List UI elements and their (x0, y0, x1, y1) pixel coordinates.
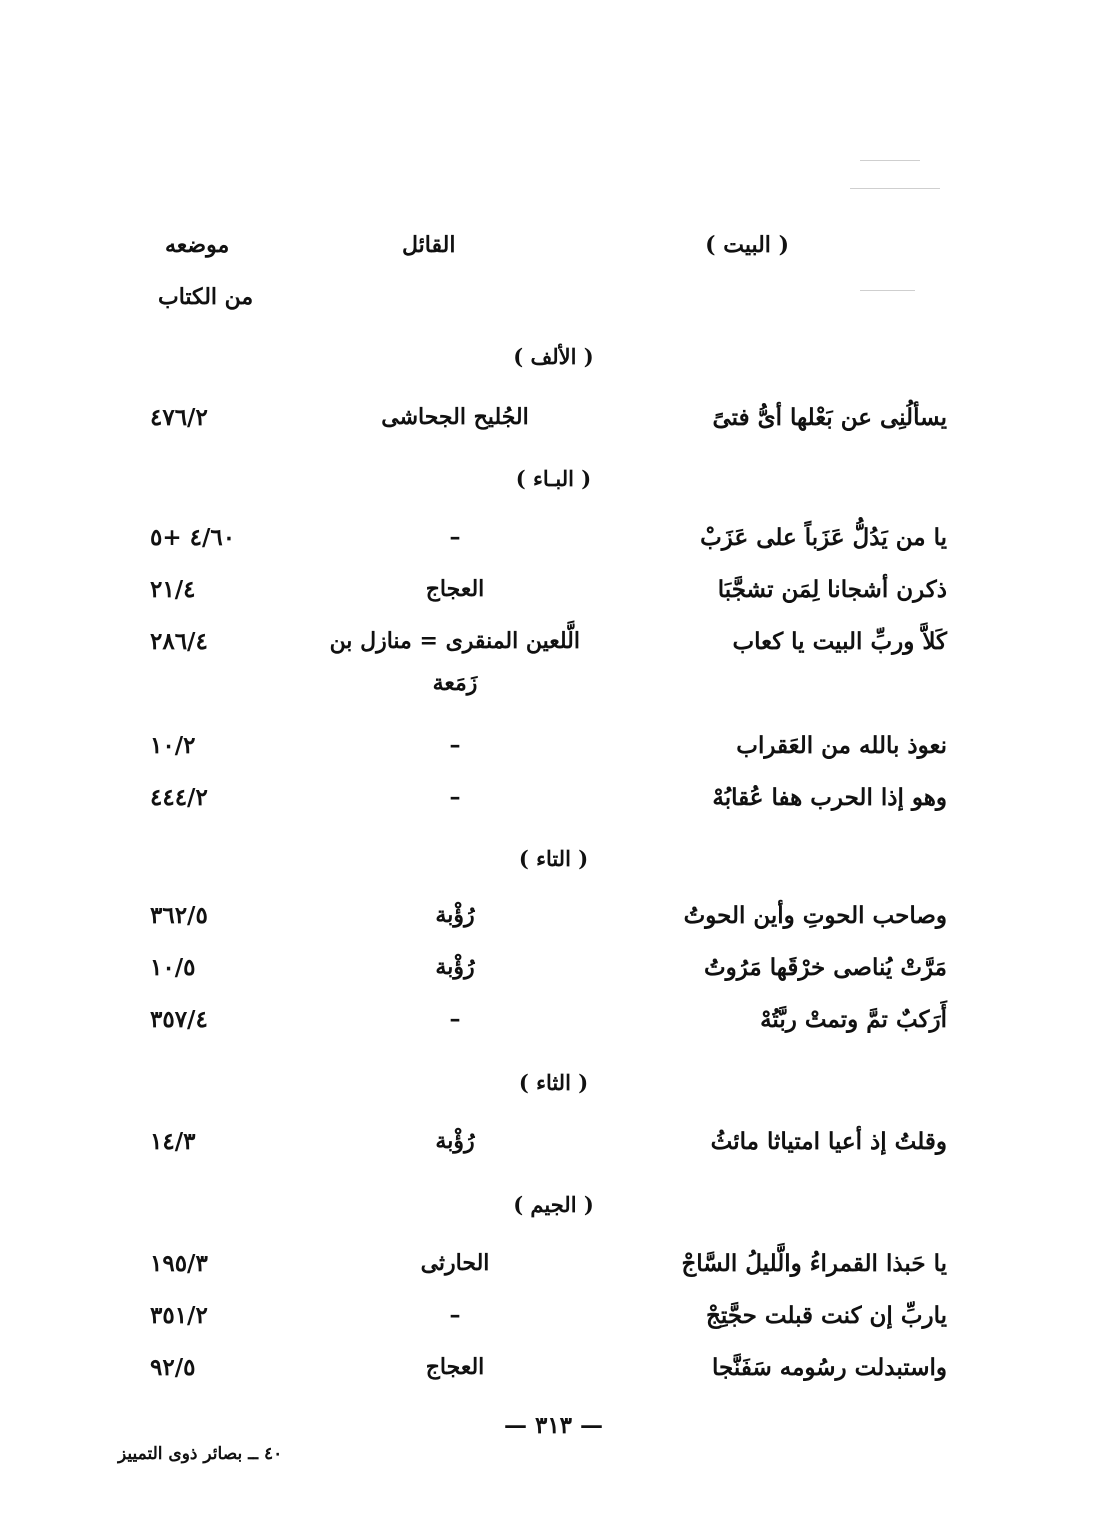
book-reference: ٤٤٤/٢ (150, 784, 208, 811)
verse-text: يسألُنِى عن بَعْلها أىُّ فتىً (712, 404, 947, 431)
table-row (0, 400, 1107, 444)
book-reference: ٣٦٢/٥ (150, 902, 208, 929)
book-reference: ٩٢/٥ (150, 1354, 196, 1381)
table-row (0, 1298, 1107, 1342)
page-number: — ٣١٣ — (503, 1412, 604, 1439)
verse-text: وصاحب الحوتِ وأين الحوتُ (683, 902, 947, 929)
book-reference: ٢٨٦/٤ (150, 628, 208, 655)
book-reference: ٣٥٧/٤ (150, 1006, 208, 1033)
table-row (0, 1124, 1107, 1168)
poet-name: العجاج (425, 1354, 485, 1380)
printer-signature: ٤٠ ــ بصائر ذوى التمييز (118, 1444, 283, 1464)
poet-name: الحارثى (420, 1250, 490, 1276)
poet-name: رُؤْبة (435, 1128, 475, 1154)
poet-name: – (449, 1006, 461, 1032)
poet-name: الَّلعين المنقرى = منازل بن (329, 628, 580, 654)
poet-name-continued: زَمَعة (432, 670, 478, 696)
verse-text: أَرَكبٌ تمَّ وتمتْ ربَّتُهْ (760, 1006, 947, 1033)
header-ref-line2: من الكتاب (158, 284, 254, 310)
poet-name: – (449, 1302, 461, 1328)
verse-text: واستبدلت رسُومه سَفَنَّجا (712, 1354, 947, 1381)
table-row (0, 898, 1107, 942)
verse-text: يا حَبذا القمراءُ والَّليلُ السَّاجْ (681, 1250, 947, 1277)
table-row (0, 1002, 1107, 1046)
table-row (0, 1350, 1107, 1394)
verse-text: ذكرن أشجانا لِمَن تشجَّبَا (717, 576, 947, 603)
book-reference: ١٠/٥ (150, 954, 196, 981)
section-title: ( الألف ) (513, 344, 594, 369)
section-title: ( الثاء ) (518, 1070, 589, 1095)
book-reference: ١٩٥/٣ (150, 1250, 208, 1277)
table-row (0, 520, 1107, 564)
table-row (0, 780, 1107, 824)
header-verse: ( البيت ) (705, 232, 789, 258)
poet-name: الجُليح الجحاشى (381, 404, 529, 430)
table-row (0, 572, 1107, 616)
poet-name: – (449, 732, 461, 758)
table-row (0, 1246, 1107, 1290)
section-title: ( الجيم ) (513, 1192, 594, 1217)
poet-name: رُؤْبة (435, 902, 475, 928)
table-row (0, 728, 1107, 772)
verse-text: وقلتُ إذ أعيا امتياثا مائثُ (710, 1128, 947, 1155)
verse-text: نعوذ بالله من العَقراب (736, 732, 947, 759)
verse-text: ياربِّ إن كنت قبلت حجَّتِجْ (706, 1302, 947, 1329)
table-row (0, 950, 1107, 994)
book-reference: ١٤/٣ (150, 1128, 196, 1155)
book-reference: ٣٥١/٢ (150, 1302, 208, 1329)
verse-text: مَرَّتْ يُناصى خرْقَها مَرُوتُ (703, 954, 947, 981)
book-reference: ٤/٦٠ +٥ (150, 524, 236, 551)
book-reference: ٢١/٤ (150, 576, 196, 603)
poet-name: رُؤْبة (435, 954, 475, 980)
header-ref-line1: موضعه (165, 232, 230, 258)
verse-text: وهو إذا الحرب هفا عُقابُهْ (712, 784, 947, 811)
section-title: ( البـاء ) (515, 466, 592, 491)
verse-text: كَلاَّ وربِّ البيت يا كعاب (732, 628, 947, 655)
book-reference: ١٠/٢ (150, 732, 196, 759)
header-poet: القائل (402, 232, 456, 258)
poet-name: العجاج (425, 576, 485, 602)
poet-name: – (449, 784, 461, 810)
poet-name: – (449, 524, 461, 550)
table-row (0, 624, 1107, 716)
section-title: ( التاء ) (518, 846, 589, 871)
book-reference: ٤٧٦/٢ (150, 404, 208, 431)
verse-text: يا من يَدُلُّ عَزَباً على عَزَبْ (700, 524, 947, 551)
